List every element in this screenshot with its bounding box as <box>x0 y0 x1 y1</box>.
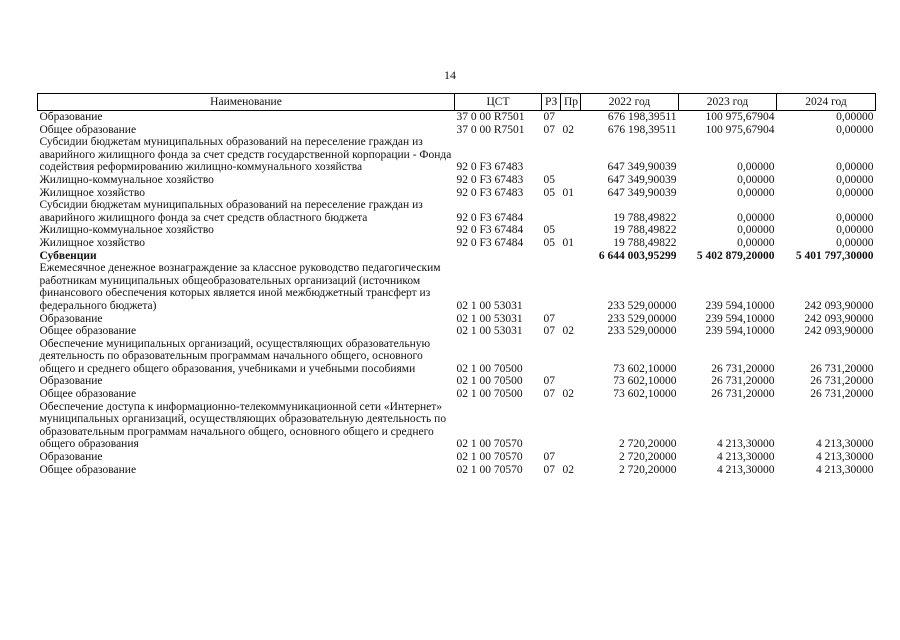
row-name-cell: Общее образование <box>39 123 137 136</box>
row-pr-cell: 01 <box>562 236 574 249</box>
row-2022-cell: 676 198,39511 <box>607 111 677 123</box>
row-rz-cell: 05 <box>543 224 555 237</box>
row-cst-cell: 02 1 00 70570 <box>456 451 523 464</box>
row-rz-cell: 05 <box>543 186 555 199</box>
row-rz-cell: 07 <box>543 111 555 123</box>
row-2024-cell: 242 093,90000 <box>804 299 874 312</box>
row-name-cell: Общее образование <box>39 463 137 476</box>
row-2024-cell: 4 213,30000 <box>816 438 874 451</box>
row-rz-cell: 05 <box>543 173 555 186</box>
table-row <box>38 250 876 263</box>
row-2022-cell: 647 349,90039 <box>607 161 677 174</box>
row-cst-cell: 02 1 00 70570 <box>456 438 523 451</box>
row-pr-cell <box>561 338 581 376</box>
row-2023-cell: 4 213,30000 <box>717 451 775 464</box>
row-name-cell: Жилищное хозяйство <box>39 186 146 199</box>
row-name-cell: Субсидии бюджетам муниципальных образований на переселение граждан из аварийного жилищного фонда за счет средств областного бюджета <box>39 199 423 224</box>
row-cst-cell: 02 1 00 70500 <box>456 375 523 388</box>
table-header-row <box>38 94 876 111</box>
column-header-pr: Пр <box>561 94 581 111</box>
row-rz-cell: 07 <box>543 451 555 464</box>
row-2022-cell: 6 644 003,95299 <box>598 249 677 262</box>
row-2022-cell: 19 788,49822 <box>613 211 677 224</box>
row-2024-cell: 242 093,90000 <box>804 325 874 338</box>
row-name-cell: Обеспечение доступа к информационно-телекоммуникационной сети «Интернет» муниципальных организаций, осуществляющих образовательную деятельность по образовательным программам начального общего, основного общего и среднего общего образования <box>39 400 447 451</box>
row-cst-cell <box>455 250 542 263</box>
row-2022-cell: 647 349,90039 <box>607 173 677 186</box>
table-row <box>38 375 876 388</box>
row-pr-cell <box>561 199 581 224</box>
row-2024-cell: 0,00000 <box>836 211 874 224</box>
row-2022-cell: 73 602,10000 <box>613 388 677 401</box>
row-rz-cell: 07 <box>543 375 555 388</box>
row-name-cell: Общее образование <box>39 388 137 401</box>
row-pr-cell: 02 <box>562 123 574 136</box>
row-name-cell: Жилищно-коммунальное хозяйство <box>39 224 214 237</box>
row-2024-cell: 0,00000 <box>836 224 874 237</box>
row-2023-cell: 100 975,67904 <box>705 123 775 136</box>
row-cst-cell: 02 1 00 70500 <box>456 388 523 401</box>
page-number: 14 <box>444 68 456 82</box>
row-pr-cell <box>561 313 581 326</box>
table-row <box>38 237 876 250</box>
row-2024-cell: 26 731,20000 <box>810 388 874 401</box>
row-pr-cell <box>561 401 581 451</box>
row-pr-cell <box>561 224 581 237</box>
row-2022-cell: 73 602,10000 <box>613 362 677 375</box>
row-rz-cell: 07 <box>543 123 555 136</box>
row-name-cell: Общее образование <box>39 325 137 338</box>
table-row <box>38 325 876 338</box>
row-2024-cell: 0,00000 <box>836 173 874 186</box>
row-2022-cell: 647 349,90039 <box>607 186 677 199</box>
row-2023-cell: 0,00000 <box>737 236 775 249</box>
row-2022-cell: 233 529,00000 <box>607 299 677 312</box>
row-rz-cell <box>542 262 561 312</box>
column-header-cst: ЦСТ <box>455 94 542 111</box>
row-2024-cell: 0,00000 <box>836 123 874 136</box>
table-row <box>38 388 876 401</box>
row-2022-cell: 2 720,20000 <box>619 438 677 451</box>
column-header-rz: РЗ <box>542 94 561 111</box>
row-2022-cell: 676 198,39511 <box>607 123 677 136</box>
row-name-cell: Жилищно-коммунальное хозяйство <box>39 173 214 186</box>
column-header-2024: 2024 год <box>777 94 876 111</box>
row-rz-cell <box>542 338 561 376</box>
row-name-cell: Ежемесячное денежное вознаграждение за классное руководство педагогическим работникам муниципальных общеобразовательных организаций (источником финансового обеспечения которых является иной межбюджетный трансферт из федерального бюджета) <box>39 262 441 312</box>
row-cst-cell: 02 1 00 70570 <box>456 463 523 476</box>
row-2022-cell: 2 720,20000 <box>619 463 677 476</box>
row-rz-cell: 07 <box>543 325 555 338</box>
row-cst-cell: 02 1 00 53031 <box>456 325 523 338</box>
row-2024-cell: 26 731,20000 <box>810 362 874 375</box>
row-cst-cell: 92 0 F3 67483 <box>456 161 524 174</box>
row-cst-cell: 92 0 F3 67484 <box>456 236 524 249</box>
row-2023-cell: 239 594,10000 <box>705 325 775 338</box>
row-2022-cell: 19 788,49822 <box>613 224 677 237</box>
row-pr-cell <box>561 250 581 263</box>
row-pr-cell <box>561 375 581 388</box>
column-header-2023: 2023 год <box>679 94 777 111</box>
table-row <box>38 111 876 124</box>
row-name-cell: Обеспечение муниципальных организаций, осуществляющих образовательную деятельность по образовательным программам начального общего, основного общего и среднего общего образования, учебниками и учебными пособиями <box>39 337 431 375</box>
row-name-cell: Субсидии бюджетам муниципальных образований на переселение граждан из аварийного жилищного фонда за счет средств государственной корпорации - Фонда содействия реформированию жилищно-коммунального хозяйства <box>39 136 452 174</box>
row-2024-cell: 4 213,30000 <box>816 463 874 476</box>
row-2024-cell: 0,00000 <box>836 161 874 174</box>
table-row <box>38 199 876 224</box>
table-row <box>38 401 876 451</box>
table-row <box>38 136 876 174</box>
row-cst-cell: 37 0 00 R7501 <box>456 123 525 136</box>
table-row <box>38 262 876 312</box>
row-cst-cell: 02 1 00 53031 <box>456 312 523 325</box>
row-pr-cell: 02 <box>562 325 574 338</box>
row-cst-cell: 37 0 00 R7501 <box>456 111 525 123</box>
row-pr-cell: 02 <box>562 388 574 401</box>
row-2023-cell: 4 213,30000 <box>717 438 775 451</box>
row-name-cell: Субвенции <box>39 249 97 262</box>
row-2023-cell: 239 594,10000 <box>705 299 775 312</box>
row-rz-cell <box>542 136 561 174</box>
row-2023-cell: 0,00000 <box>737 224 775 237</box>
row-2023-cell: 26 731,20000 <box>711 362 775 375</box>
row-2022-cell: 2 720,20000 <box>619 451 677 464</box>
row-2023-cell: 26 731,20000 <box>711 388 775 401</box>
row-2022-cell: 233 529,00000 <box>607 312 677 325</box>
row-rz-cell <box>542 199 561 224</box>
row-cst-cell: 92 0 F3 67484 <box>456 211 524 224</box>
row-rz-cell <box>542 250 561 263</box>
row-rz-cell: 05 <box>543 236 555 249</box>
row-pr-cell: 02 <box>562 463 574 476</box>
table-row <box>38 464 876 477</box>
row-cst-cell: 92 0 F3 67483 <box>456 173 524 186</box>
table-row <box>38 174 876 187</box>
row-pr-cell <box>561 262 581 312</box>
table-row <box>38 313 876 326</box>
row-2024-cell: 242 093,90000 <box>804 312 874 325</box>
table-row <box>38 224 876 237</box>
row-rz-cell <box>542 401 561 451</box>
row-2024-cell: 0,00000 <box>836 186 874 199</box>
row-2023-cell: 4 213,30000 <box>717 463 775 476</box>
row-name-cell: Образование <box>39 451 103 464</box>
row-2024-cell: 26 731,20000 <box>810 375 874 388</box>
row-2022-cell: 19 788,49822 <box>613 236 677 249</box>
column-header-name: Наименование <box>38 94 455 111</box>
row-2022-cell: 73 602,10000 <box>613 375 677 388</box>
table-row <box>38 124 876 137</box>
row-2024-cell: 0,00000 <box>836 111 874 123</box>
column-header-2022: 2022 год <box>581 94 679 111</box>
row-2024-cell: 5 401 797,30000 <box>795 249 874 262</box>
row-2024-cell: 4 213,30000 <box>816 451 874 464</box>
row-2023-cell: 0,00000 <box>737 161 775 174</box>
row-rz-cell: 07 <box>543 463 555 476</box>
row-pr-cell: 01 <box>562 186 574 199</box>
row-cst-cell: 02 1 00 70500 <box>456 362 523 375</box>
table-row <box>38 187 876 200</box>
row-2024-cell: 0,00000 <box>836 236 874 249</box>
row-rz-cell: 07 <box>543 312 555 325</box>
table-row <box>38 451 876 464</box>
row-cst-cell: 02 1 00 53031 <box>456 299 523 312</box>
row-2023-cell: 26 731,20000 <box>711 375 775 388</box>
row-pr-cell <box>561 136 581 174</box>
row-name-cell: Образование <box>39 312 103 325</box>
row-2023-cell: 5 402 879,20000 <box>696 249 775 262</box>
table-row <box>38 338 876 376</box>
row-2023-cell: 0,00000 <box>737 211 775 224</box>
row-rz-cell: 07 <box>543 388 555 401</box>
row-pr-cell <box>561 451 581 464</box>
row-2022-cell: 233 529,00000 <box>607 325 677 338</box>
row-2023-cell: 0,00000 <box>737 186 775 199</box>
row-2023-cell: 100 975,67904 <box>705 111 775 123</box>
row-cst-cell: 92 0 F3 67483 <box>456 186 524 199</box>
row-pr-cell <box>561 111 581 124</box>
row-name-cell: Жилищное хозяйство <box>39 236 146 249</box>
row-2023-cell: 0,00000 <box>737 173 775 186</box>
row-2023-cell: 239 594,10000 <box>705 312 775 325</box>
row-name-cell: Образование <box>39 375 103 388</box>
row-name-cell: Образование <box>39 111 103 123</box>
row-pr-cell <box>561 174 581 187</box>
budget-table <box>37 93 876 476</box>
row-cst-cell: 92 0 F3 67484 <box>456 224 524 237</box>
